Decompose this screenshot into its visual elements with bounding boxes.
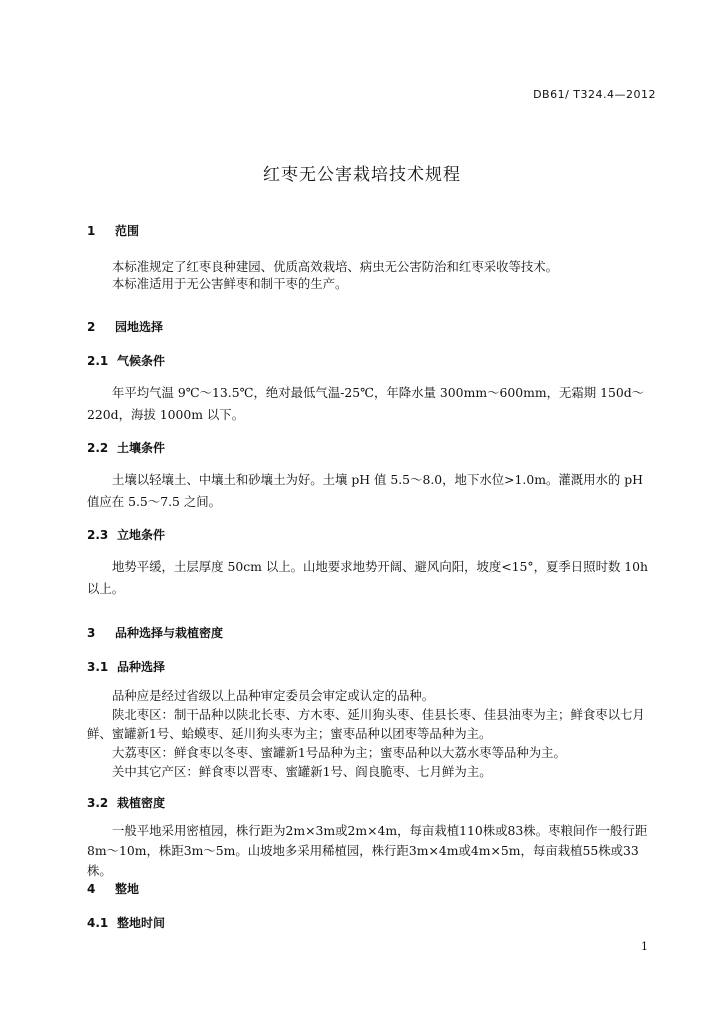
paragraph: 本标准规定了红枣良种建园、优质高效栽培、病虫无公害防治和红枣采收等技术。: [112, 259, 559, 274]
section-number: 2.3: [87, 528, 109, 542]
paragraph: 品种应是经过省级以上品种审定委员会审定或认定的品种。: [112, 688, 435, 703]
document-title: 红枣无公害栽培技术规程: [263, 165, 461, 185]
paragraph: 土壤以轻壤土、中壤土和砂壤土为好。土壤 pH 值 5.5～8.0，地下水位>1.0m。灌溉用水的 pH 值应在 5.5～7.5 之间。: [87, 472, 643, 509]
paragraph: 一般平地采用密植园，株行距为2m×3m或2m×4m，每亩栽植110株或83株。枣粮间作一般行距8m～10m，株距3m～5m。山坡地多采用稀植园，株行距3m×4m或4m×5m，每亩栽植55株或33株。: [87, 823, 648, 878]
paragraph: 大荔枣区：鲜食枣以冬枣、蜜罐新1号品种为主；蜜枣品种以大荔水枣等品种为主。: [112, 745, 566, 760]
section-2-heading: [87, 318, 163, 335]
paragraph: 年平均气温 9℃～13.5℃，绝对最低气温-25℃，年降水量 300mm～600mm，无霜期 150d～220d，海拔 1000m 以下。: [87, 385, 645, 422]
section-title: 园地选择: [115, 320, 164, 334]
section-number: 1: [87, 224, 96, 238]
section-number: 3.1: [87, 660, 109, 674]
section-title: 品种选择: [117, 660, 166, 674]
section-3-1-heading: [87, 658, 165, 675]
section-title: 立地条件: [117, 528, 166, 542]
section-title: 整地: [115, 882, 140, 896]
section-title: 土壤条件: [117, 441, 166, 455]
section-2-3-heading: [87, 526, 165, 543]
section-number: 3.2: [87, 796, 109, 810]
paragraph: 陕北枣区：制干品种以陕北长枣、方木枣、延川狗头枣、佳县长枣、佳县油枣为主；鲜食枣以七月鲜、蜜罐新1号、蛤蟆枣、延川狗头枣为主；蜜枣品种以团枣等品种为主。: [87, 707, 645, 741]
section-number: 2.1: [87, 354, 109, 368]
paragraph: 地势平缓，土层厚度 50cm 以上。山地要求地势开阔、避风向阳，坡度<15°，夏季日照时数 10h以上。: [87, 559, 649, 596]
section-title: 整地时间: [117, 916, 166, 930]
document-code: DB61/ T324.4—2012: [533, 88, 656, 101]
section-2-1-heading: [87, 352, 165, 369]
section-3-2-heading: [87, 794, 165, 811]
section-title: 气候条件: [117, 354, 166, 368]
section-number: 4.1: [87, 916, 109, 930]
page-number: 1: [641, 940, 648, 953]
section-title: 栽植密度: [117, 796, 166, 810]
section-number: 4: [87, 882, 96, 896]
section-1-heading: [87, 222, 139, 239]
section-number: 2: [87, 320, 96, 334]
section-4-heading: [87, 880, 139, 897]
paragraph: 本标准适用于无公害鲜枣和制干枣的生产。: [112, 276, 348, 291]
section-number: 2.2: [87, 441, 109, 455]
section-3-heading: [87, 624, 223, 641]
paragraph: 关中其它产区：鲜食枣以晋枣、蜜罐新1号、阎良脆枣、七月鲜为主。: [112, 764, 492, 779]
section-2-2-heading: [87, 439, 165, 456]
section-number: 3: [87, 626, 96, 640]
section-title: 品种选择与栽植密度: [115, 626, 224, 640]
section-title: 范围: [115, 224, 140, 238]
section-4-1-heading: [87, 914, 165, 931]
